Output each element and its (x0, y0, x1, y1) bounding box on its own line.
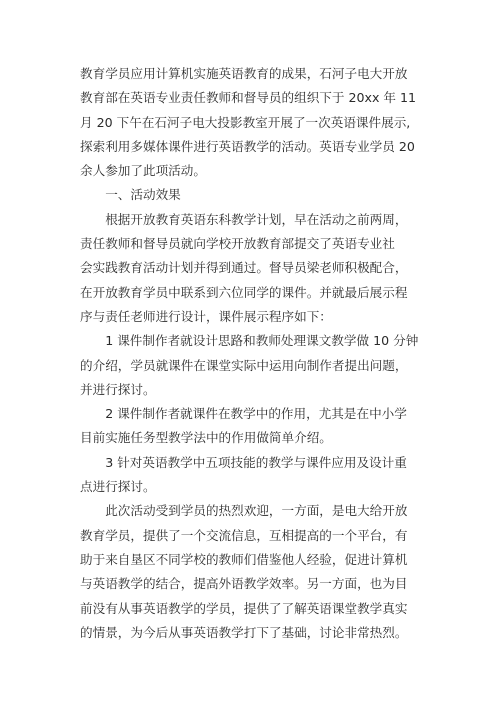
text-line: 的情景，为今后从事英语教学打下了基础，讨论非常热烈。 (80, 624, 408, 640)
list-item-2 (80, 402, 426, 451)
text-line: 序与责任老师进行设计，课件展示程序如下： (80, 308, 332, 324)
text-line: 目前实施任务型教学法中的作用做简单介绍。 (80, 430, 332, 446)
text-line: 助于来自垦区不同学校的教师们借鉴他人经验，促进计算机 (80, 551, 408, 567)
text-line: 探索利用多媒体课件进行英语教学的活动。英语专业学员 20 (80, 138, 415, 154)
paragraph-intro (80, 62, 426, 183)
paragraph-conclusion (80, 499, 426, 645)
text-line: 此次活动受到学员的热烈欢迎，一方面，是电大给开放 (105, 503, 408, 519)
text-line: 与英语教学的结合，提高外语教学效率。另一方面，也为目 (80, 576, 408, 592)
list-item-1 (80, 329, 426, 402)
document-body (80, 62, 426, 645)
text-line: 教育学员，提供了一个交流信息，互相提高的一个平台，有 (80, 527, 408, 543)
heading-line: 一、活动效果 (105, 187, 181, 203)
text-line: 并进行探讨。 (80, 381, 156, 397)
text-line: 教育学员应用计算机实施英语教育的成果，石河子电大开放 (80, 66, 408, 81)
paragraph-plan (80, 208, 426, 329)
text-line: 会实践教育活动计划并得到通过。督导员梁老师积极配合， (80, 260, 408, 276)
text-line: 3 针对英语教学中五项技能的教学与课件应用及设计重 (105, 454, 407, 470)
text-line: 点进行探讨。 (80, 479, 156, 495)
text-line: 月 20 下午在石河子电大投影教室开展了一次英语课件展示, (80, 114, 411, 130)
text-line: 根据开放教育英语东科教学计划，早在活动之前两周， (105, 211, 408, 227)
text-line: 在开放教育学员中联系到六位同学的课件。并就最后展示程 (80, 284, 408, 300)
text-line: 的介绍，学员就课件在课堂实际中运用向制作者提出问题， (80, 357, 408, 373)
text-line: 责任教师和督导员就向学校开放教育部提交了英语专业社 (80, 236, 395, 252)
section-heading (80, 183, 426, 207)
text-line: 前没有从事英语教学的学员，提供了了解英语课堂教学真实 (80, 600, 408, 616)
list-item-3 (80, 451, 426, 500)
text-line: 2 课件制作者就课件在教学中的作用，尤其是在中小学 (105, 406, 407, 422)
text-line: 教育部在英语专业责任教师和督导员的组织下于 20xx 年 11 (80, 90, 417, 106)
text-line: 1 课件制作者就设计思路和教师处理课文教学做 10 分钟 (105, 333, 419, 349)
text-line: 余人参加了此项活动。 (80, 163, 206, 179)
